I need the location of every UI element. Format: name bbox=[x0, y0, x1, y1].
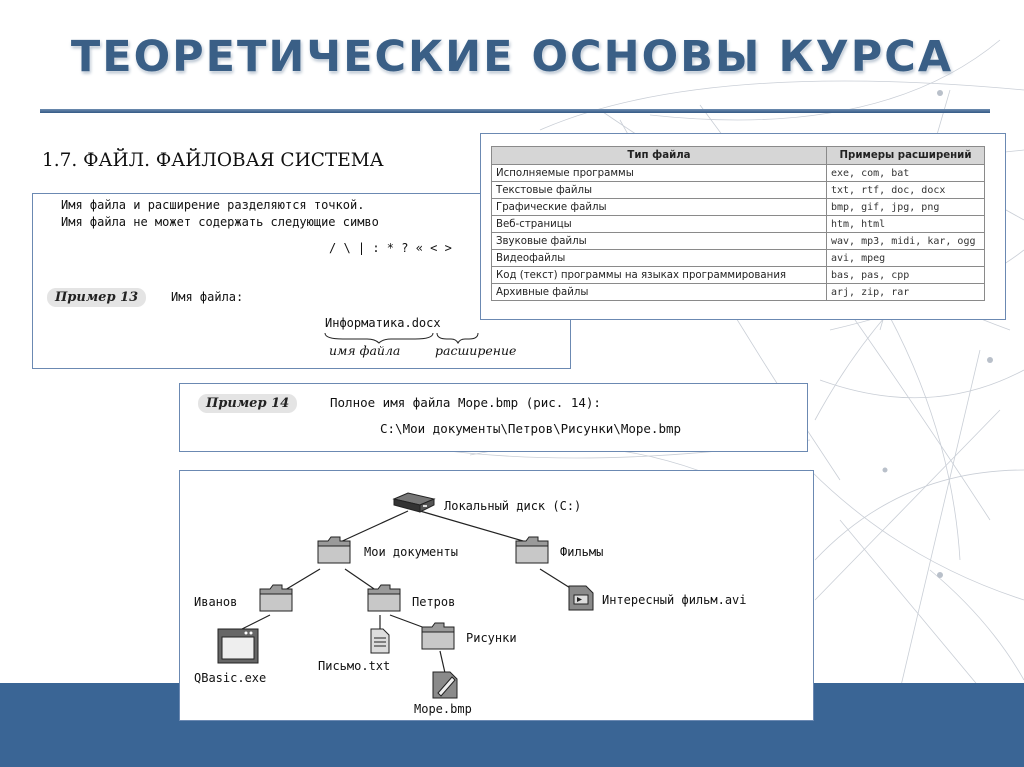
rule-line-1: Имя файла и расширение разделяются точкой. bbox=[61, 198, 365, 212]
application-window-icon bbox=[216, 627, 260, 665]
table-header-type: Тип файла bbox=[492, 147, 827, 165]
image-file-icon bbox=[430, 669, 464, 701]
example-14-box bbox=[179, 383, 808, 452]
forbidden-characters: / \ | : * ? « < > bbox=[329, 241, 452, 255]
table-row bbox=[492, 216, 985, 233]
table-row bbox=[492, 284, 985, 301]
table-cell-type: Код (текст) программы на языках программирования bbox=[492, 267, 827, 284]
tree-root-label: Локальный диск (C:) bbox=[444, 499, 582, 513]
example-14-suffix: (рис. 14): bbox=[525, 395, 601, 410]
folder-icon bbox=[514, 535, 552, 567]
example-14-label: Пример 14 bbox=[198, 394, 297, 413]
tree-my-documents-label: Мои документы bbox=[364, 545, 458, 559]
tree-qbasic-label: QBasic.exe bbox=[194, 671, 267, 685]
table-header-extensions: Примеры расширений bbox=[827, 147, 985, 165]
folder-icon bbox=[258, 583, 296, 615]
folder-icon bbox=[366, 583, 404, 615]
table-cell-type: Видеофайлы bbox=[492, 250, 827, 267]
example-13-label: Пример 13 bbox=[47, 288, 146, 307]
table-cell-extensions: bas, pas, cpp bbox=[827, 267, 985, 284]
table-row bbox=[492, 267, 985, 284]
table-cell-type: Графические файлы bbox=[492, 199, 827, 216]
example-14-prefix: Полное имя файла bbox=[330, 395, 451, 410]
table-cell-extensions: wav, mp3, midi, kar, ogg bbox=[827, 233, 985, 250]
filename-name-caption: имя файла bbox=[329, 343, 401, 358]
section-heading: 1.7. ФАЙЛ. ФАЙЛОВАЯ СИСТЕМА bbox=[42, 150, 384, 171]
slide-title: ТЕОРЕТИЧЕСКИЕ ОСНОВЫ КУРСА bbox=[70, 32, 954, 82]
directory-tree-box bbox=[179, 470, 814, 721]
table-row bbox=[492, 233, 985, 250]
folder-icon bbox=[316, 535, 354, 567]
example-13-text: Имя файла: bbox=[171, 290, 244, 304]
file-types-table-box bbox=[480, 133, 1006, 320]
table-cell-type: Исполняемые программы bbox=[492, 165, 827, 182]
example-14-filename: Море.bmp bbox=[457, 395, 519, 410]
table-cell-extensions: arj, zip, rar bbox=[827, 284, 985, 301]
text-document-icon bbox=[368, 627, 392, 655]
table-cell-extensions: bmp, gif, jpg, png bbox=[827, 199, 985, 216]
hard-disk-icon bbox=[390, 491, 436, 515]
tree-pictures-label: Рисунки bbox=[466, 631, 517, 645]
full-file-path: C:\Мои документы\Петров\Рисунки\Море.bmp bbox=[380, 421, 682, 436]
rule-line-2: Имя файла не может содержать следующие симво bbox=[61, 215, 379, 229]
table-cell-extensions: txt, rtf, doc, docx bbox=[827, 182, 985, 199]
table-cell-extensions: avi, mpeg bbox=[827, 250, 985, 267]
table-cell-extensions: htm, html bbox=[827, 216, 985, 233]
tree-ivanov-label: Иванов bbox=[194, 595, 238, 609]
example-filename: Информатика.docx bbox=[325, 316, 441, 330]
table-row bbox=[492, 165, 985, 182]
table-cell-type: Звуковые файлы bbox=[492, 233, 827, 250]
table-row bbox=[492, 250, 985, 267]
folder-icon bbox=[420, 621, 458, 653]
video-file-icon bbox=[566, 583, 596, 613]
table-cell-type: Архивные файлы bbox=[492, 284, 827, 301]
file-types-table bbox=[491, 146, 985, 301]
table-cell-extensions: exe, com, bat bbox=[827, 165, 985, 182]
tree-sea-label: Море.bmp bbox=[414, 702, 472, 716]
tree-letter-label: Письмо.txt bbox=[318, 659, 391, 673]
tree-petrov-label: Петров bbox=[412, 595, 456, 609]
table-row bbox=[492, 199, 985, 216]
table-row bbox=[492, 182, 985, 199]
tree-films-label: Фильмы bbox=[560, 545, 604, 559]
example-14-text bbox=[330, 395, 601, 410]
tree-interesting-film-label: Интересный фильм.avi bbox=[602, 593, 747, 607]
filename-extension-caption: расширение bbox=[435, 343, 517, 358]
table-cell-type: Веб-страницы bbox=[492, 216, 827, 233]
title-underline bbox=[40, 109, 990, 113]
table-cell-type: Текстовые файлы bbox=[492, 182, 827, 199]
